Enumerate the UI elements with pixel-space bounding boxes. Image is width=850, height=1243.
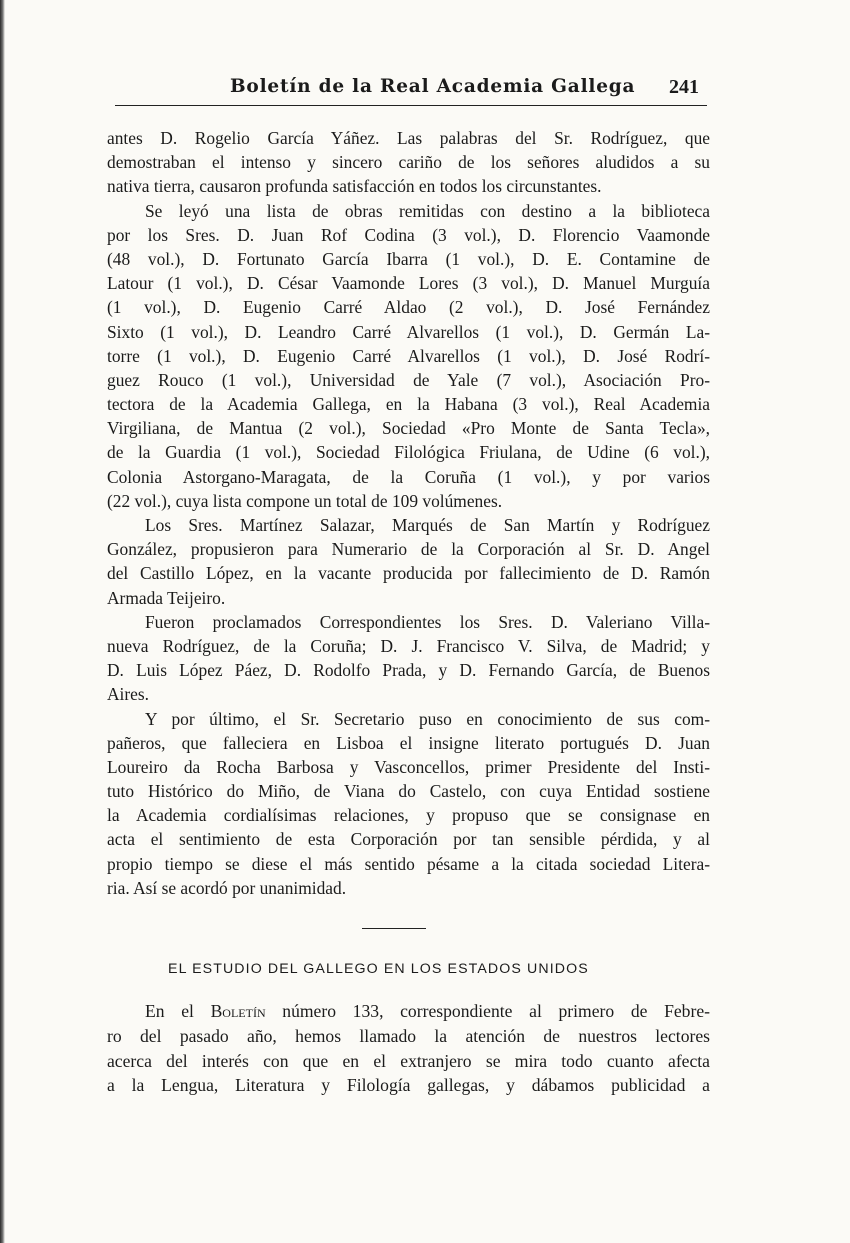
page-header xyxy=(115,76,707,110)
text-line: del Castillo López, en la vacante producida por fallecimiento de D. Ramón xyxy=(107,563,710,584)
text-line: a la Lengua, Literatura y Filología gallegas, y dábamos publicidad a xyxy=(107,1075,710,1096)
text-line: D. Luis López Páez, D. Rodolfo Prada, y D. Fernando García, de Buenos xyxy=(107,660,710,681)
page-number: 241 xyxy=(669,76,699,98)
text-line: por los Sres. D. Juan Rof Codina (3 vol.), D. Florencio Vaamonde xyxy=(107,224,710,245)
page-binding-edge xyxy=(0,0,5,1243)
text-line: Fueron proclamados Correspondientes los Sres. D. Valeriano Villa- xyxy=(145,611,710,632)
text-line: Aires. xyxy=(107,684,150,705)
text-line: Y por último, el Sr. Secretario puso en conocimiento de sus com- xyxy=(145,708,710,729)
text-line xyxy=(107,999,710,1024)
text-line: Virgiliana, de Mantua (2 vol.), Sociedad «Pro Monte de Santa Tecla», xyxy=(107,418,710,439)
text-line: Colonia Astorgano-Maragata, de la Coruña (1 vol.), y por varios xyxy=(107,466,710,487)
text-line: torre (1 vol.), D. Eugenio Carré Alvarellos (1 vol.), D. José Rodrí- xyxy=(107,345,710,366)
text-line: nueva Rodríguez, de la Coruña; D. J. Francisco V. Silva, de Madrid; y xyxy=(107,635,710,656)
text-line: Loureiro da Rocha Barbosa y Vasconcellos, primer Presidente del Insti- xyxy=(107,756,710,777)
text-line: nativa tierra, causaron profunda satisfacción en todos los circunstantes. xyxy=(107,176,602,197)
text-line: propio tiempo se diese el más sentido pésame a la citada sociedad Litera- xyxy=(107,853,710,874)
text-line: tectora de la Academia Gallega, en la Habana (3 vol.), Real Academia xyxy=(107,394,710,415)
header-rule xyxy=(115,105,707,106)
text-line: Armada Teijeiro. xyxy=(107,587,226,608)
text-line: tuto Histórico do Miño, de Viana do Castelo, con cuya Entidad sostiene xyxy=(107,781,710,802)
text-line: Los Sres. Martínez Salazar, Marqués de San Martín y Rodríguez xyxy=(145,515,710,535)
text-line: González, propusieron para Numerario de la Corporación al Sr. D. Angel xyxy=(107,539,710,560)
text-line: (1 vol.), D. Eugenio Carré Aldao (2 vol.), D. José Fernández xyxy=(107,297,710,318)
text-segment: En el xyxy=(145,1001,211,1021)
section-divider xyxy=(362,928,426,929)
text-line: Latour (1 vol.), D. César Vaamonde Lores (3 vol.), D. Manuel Murguía xyxy=(107,273,710,294)
text-line: antes D. Rogelio García Yáñez. Las palabras del Sr. Rodríguez, que xyxy=(107,128,710,148)
text-line: ria. Así se acordó por unanimidad. xyxy=(107,877,347,898)
running-title: Boletín de la Real Academia Gallega xyxy=(230,76,636,97)
text-line: pañeros, que falleciera en Lisboa el insigne literato portugués D. Juan xyxy=(107,732,710,753)
journal-name-smallcaps: Boletín xyxy=(210,1001,266,1021)
text-line: Sixto (1 vol.), D. Leandro Carré Alvarellos (1 vol.), D. Germán La- xyxy=(107,321,710,342)
text-line: la Academia cordialísimas relaciones, y propuso que se consignase en xyxy=(107,805,710,826)
text-line: guez Rouco (1 vol.), Universidad de Yale (7 vol.), Asociación Pro- xyxy=(107,369,710,390)
text-line: demostraban el intenso y sincero cariño de los señores aludidos a su xyxy=(107,152,710,173)
section-heading: EL ESTUDIO DEL GALLEGO EN LOS ESTADOS UNIDOS xyxy=(168,961,589,977)
body-text xyxy=(107,126,710,900)
text-line: ro del pasado año, hemos llamado la atención de nuestros lectores xyxy=(107,1025,710,1046)
text-line: (48 vol.), D. Fortunato García Ibarra (1 vol.), D. E. Contamine de xyxy=(107,248,710,269)
text-line: acta el sentimiento de esta Corporación por tan sensible pérdida, y al xyxy=(107,829,710,850)
section-body-text xyxy=(107,999,710,1098)
text-line: (22 vol.), cuya lista compone un total de 109 volúmenes. xyxy=(107,490,503,511)
text-line: de la Guardia (1 vol.), Sociedad Filológica Friulana, de Udine (6 vol.), xyxy=(107,442,710,463)
text-line: Se leyó una lista de obras remitidas con destino a la biblioteca xyxy=(145,200,710,221)
text-line: acerca del interés con que en el extranjero se mira todo cuanto afecta xyxy=(107,1050,710,1071)
text-segment: número 133, correspondiente al primero de Febre- xyxy=(265,1001,711,1021)
